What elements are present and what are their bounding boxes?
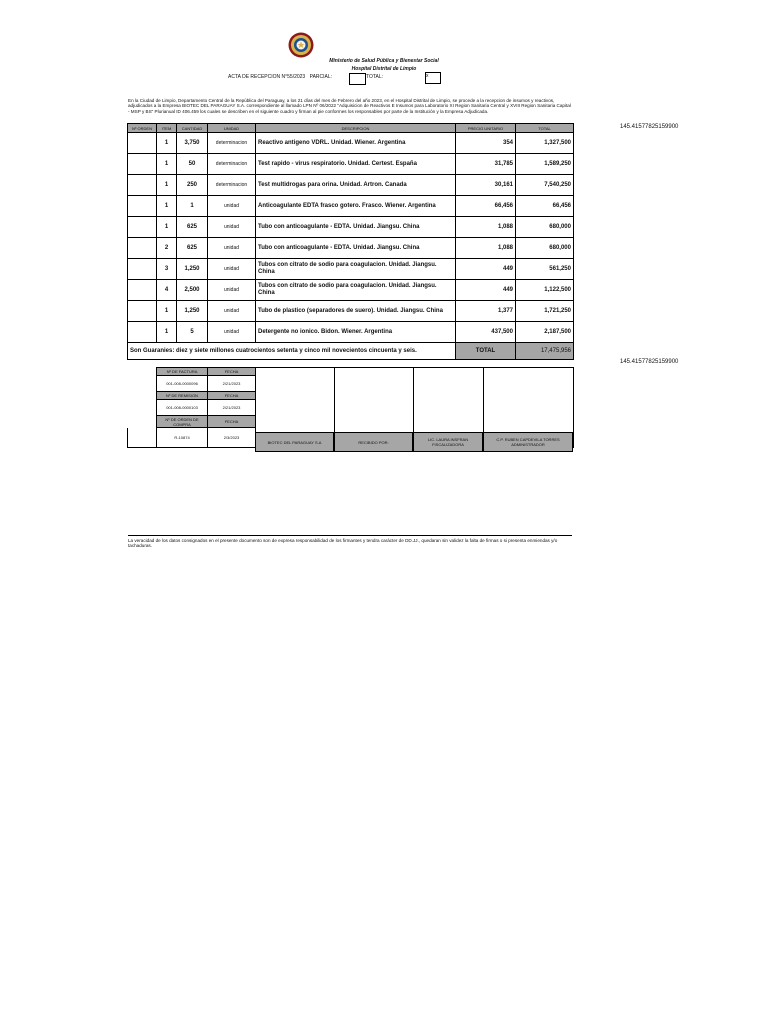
descripcion-cell: Tubo de plastico (separadores de suero). Unidad. Jiangsu. China [256,301,456,322]
total-cell: 1,589,250 [516,154,574,175]
cantidad-cell: 250 [177,175,208,196]
orden-cell [128,175,157,196]
orden-compra-date: 2/3/2023 [208,428,256,448]
item-cell: 1 [157,133,177,154]
total-cell: 1,721,250 [516,301,574,322]
precio-cell: 354 [456,133,516,154]
unidad-cell: unidad [208,259,256,280]
col-precio-header: PRECIO UNITARIO [456,124,516,133]
signature-recibido: RECIBIDO POR: [334,432,413,452]
total-mark: x [426,73,429,79]
descripcion-cell: Detergente no ionico. Bidon. Wiener. Argentina [256,322,456,343]
remision-date: 2/21/2023 [208,400,256,416]
factura-number: 001-008-0000096 [157,376,208,392]
cantidad-cell: 1,250 [177,259,208,280]
total-cell: 1,122,500 [516,280,574,301]
signature-administrador: C.P. RUBEN CAPDEVILA TORRES ADMINISTRADOR [483,432,573,452]
item-cell: 1 [157,217,177,238]
descripcion-cell: Tubo con anticoagulante - EDTA. Unidad. Jiangsu. China [256,238,456,259]
items-table [127,123,574,360]
cantidad-cell: 3,750 [177,133,208,154]
precio-cell: 1,377 [456,301,516,322]
col-descripcion-header: DESCRIPCION [256,124,456,133]
item-cell: 1 [157,154,177,175]
unidad-cell: unidad [208,280,256,301]
item-cell: 4 [157,280,177,301]
unidad-cell: unidad [208,301,256,322]
cantidad-cell: 5 [177,322,208,343]
intro-paragraph: En la Ciudad de Limpio, Departamento Central de la República del Paraguay, a los 21 días del mes de Febrero del año 2023, en el Hospital Distrital de Limpio, se procede a la recepcion de insumos y reactivos, adjudicados a la Empresa BIOTEC DEL PARAGUAY S.A. correspondiente al llamado LPN Nº 06/2022 "Adquisicion de Reactivos E Insumos para Laboratorio XI Region Sanitaria Central y XVIII Region Sanitaria Capital - MSP y BS" Plurianual ID 406.459 los cuales se describen en el siguiente cuadro y firman al pie conformes los responsables por parte de la Institución y la Empresa Adjudicada. [128,98,571,114]
footer-divider [128,535,572,536]
factura-label: Nº DE FACTURA [157,368,208,376]
item-cell: 1 [157,175,177,196]
table-row [128,280,574,301]
orden-fecha-label: FECHA [208,416,256,428]
total-cell: 680,000 [516,217,574,238]
precio-cell: 31,785 [456,154,516,175]
col-cantidad-header: CANTIDAD [177,124,208,133]
table-row [128,238,574,259]
ministry-title: Ministerio de Salud Pública y Bienestar Social [329,58,439,64]
orden-compra-label: Nº DE ORDEN DE COMPRA [157,416,208,428]
side-value-top: 145.41577825159900 [620,124,679,130]
orden-cell [128,259,157,280]
unidad-cell: determinacion [208,154,256,175]
descripcion-cell: Test rapido - virus respiratorio. Unidad. Certest. España [256,154,456,175]
table-row [128,133,574,154]
cantidad-cell: 1,250 [177,301,208,322]
orden-compra-number: R-10874 [157,428,208,448]
orden-cell [128,154,157,175]
total-cell: 2,187,500 [516,322,574,343]
cantidad-cell: 50 [177,154,208,175]
item-cell: 1 [157,196,177,217]
factura-fecha-label: FECHA [208,368,256,376]
cantidad-cell: 1 [177,196,208,217]
acta-line [228,74,332,80]
precio-cell: 30,161 [456,175,516,196]
total-label: TOTAL: [366,74,384,80]
unidad-cell: unidad [208,322,256,343]
descripcion-cell: Tubos con citrato de sodio para coagulacion. Unidad. Jiangsu. China [256,280,456,301]
parcial-checkbox[interactable] [349,73,366,85]
unidad-cell: unidad [208,217,256,238]
remision-fecha-label: FECHA [208,392,256,400]
remision-label: Nº DE REMISION [157,392,208,400]
descripcion-cell: Reactivo antigeno VDRL. Unidad. Wiener. Argentina [256,133,456,154]
precio-cell: 437,500 [456,322,516,343]
table-row [128,322,574,343]
table-row [128,301,574,322]
table-row [128,175,574,196]
col-item-header: ITEM [157,124,177,133]
item-cell: 1 [157,301,177,322]
total-in-words: Son Guaranies: diez y siete millones cuatrocientos setenta y cinco mil novecientos cincuenta y seis. [128,343,456,360]
unidad-cell: unidad [208,238,256,259]
totals-row [128,343,574,360]
orden-cell [128,217,157,238]
orden-cell [128,322,157,343]
signature-fiscalizadora: LIC. LAURA INSFRAN FISCALIZADORA [413,432,483,452]
unidad-cell: unidad [208,196,256,217]
total-checkbox[interactable] [425,72,441,84]
orden-cell [128,133,157,154]
table-row [128,217,574,238]
unidad-cell: determinacion [208,133,256,154]
cantidad-cell: 2,500 [177,280,208,301]
col-total-header: TOTAL [516,124,574,133]
disclaimer-text: La veracidad de los datos consignados en el presente documento son de expresa responsabilidad de los firmantes y tendra carácter de DD.JJ., quedaran sin validez la falta de firmas o si presenta enmiendas y/o tachaduras. [128,538,558,549]
descripcion-cell: Tubo con anticoagulante - EDTA. Unidad. Jiangsu. China [256,217,456,238]
table-row [128,154,574,175]
cantidad-cell: 625 [177,238,208,259]
precio-cell: 1,088 [456,238,516,259]
factura-date: 2/21/2023 [208,376,256,392]
total-cell: 561,250 [516,259,574,280]
orden-cell [128,280,157,301]
total-cell: 1,327,500 [516,133,574,154]
total-cell: 66,456 [516,196,574,217]
national-seal-icon [288,32,314,58]
grand-total: 17,475,956 [516,343,574,360]
precio-cell: 66,456 [456,196,516,217]
item-cell: 2 [157,238,177,259]
hospital-title: Hospital Distrital de Limpio [351,66,417,72]
signature-empresa: BIOTEC DEL PARAGUAY S.A [255,432,334,452]
descripcion-cell: Test multidrogas para orina. Unidad. Artron. Canada [256,175,456,196]
remision-number: 001-008-0000103 [157,400,208,416]
precio-cell: 449 [456,259,516,280]
total-cell: 7,540,250 [516,175,574,196]
unidad-cell: determinacion [208,175,256,196]
total-cell: 680,000 [516,238,574,259]
cantidad-cell: 625 [177,217,208,238]
orden-cell [128,238,157,259]
precio-cell: 1,088 [456,217,516,238]
side-value-bottom: 145.41577825159900 [620,359,679,365]
acta-number: ACTA DE RECEPCION N°55/2023 [228,74,306,80]
precio-cell: 449 [456,280,516,301]
orden-cell [128,196,157,217]
table-row [128,259,574,280]
item-cell: 3 [157,259,177,280]
descripcion-cell: Tubos con citrato de sodio para coagulacion. Unidad. Jiangsu. China [256,259,456,280]
orden-cell [128,301,157,322]
col-unidad-header: UNIDAD [208,124,256,133]
table-header-row [128,124,574,133]
total-label-cell: TOTAL [456,343,516,360]
col-orden-header: Nº ORDEN [128,124,157,133]
descripcion-cell: Anticoagulante EDTA frasco gotero. Frasco. Wiener. Argentina [256,196,456,217]
item-cell: 1 [157,322,177,343]
parcial-label: PARCIAL: [309,74,333,80]
table-row [128,196,574,217]
